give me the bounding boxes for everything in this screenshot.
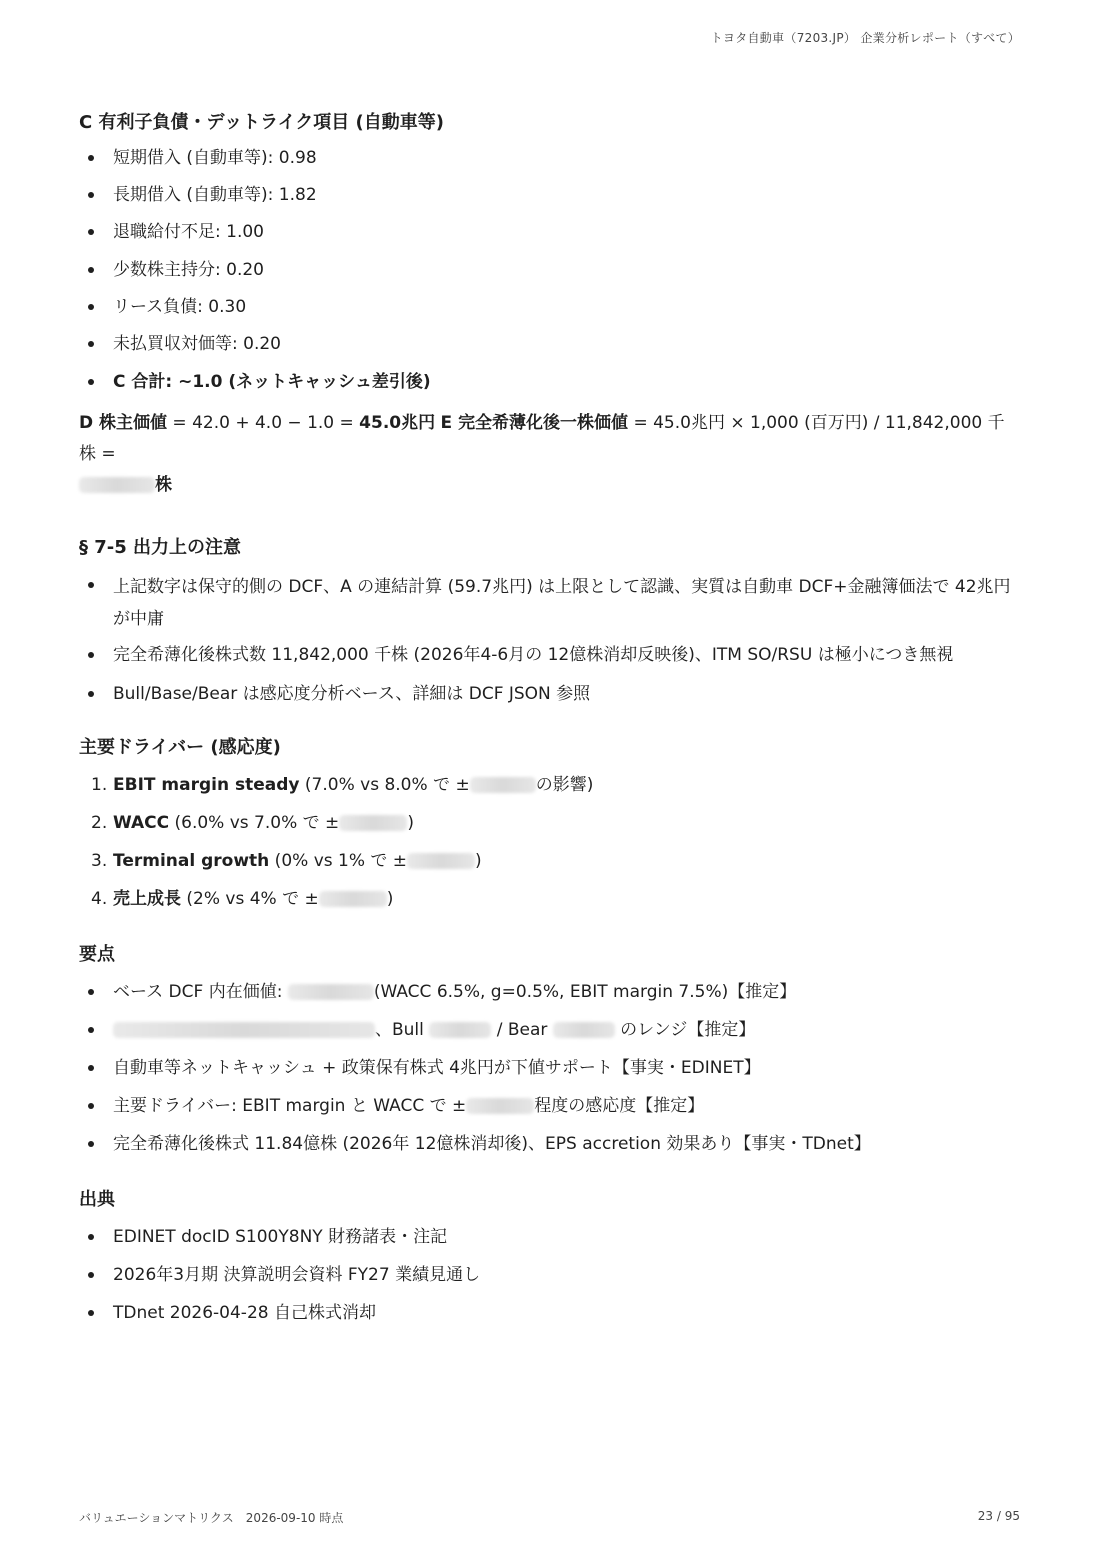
driver-text: (6.0% vs 7.0% で ± [169,813,340,833]
item-number: 4. [91,889,108,909]
item-number: 3. [91,851,108,871]
driver-text: (2% vs 4% で ± [181,889,319,909]
e-suffix: 株 [155,475,172,495]
driver-label: 売上成長 [113,889,181,909]
key-point-text: 、Bull [375,1020,430,1040]
list-item: C 合計: ~1.0 (ネットキャッシュ差引後) [79,368,1021,396]
redacted-value [288,984,374,1000]
list-item [79,978,1021,1006]
list-item [79,809,1021,837]
list-item: 自動車等ネットキャッシュ + 政策保有株式 4兆円が下値サポート【事実・EDINET】 [79,1054,1021,1082]
list-item: 長期借入 (自動車等): 1.82 [79,181,1021,209]
driver-text: (7.0% vs 8.0% で ± [299,775,470,795]
list-item: 上記数字は保守的側の DCF、A の連結計算 (59.7兆円) は上限として認識、実質は自動車 DCF+金融簿価法で 42兆円が中庸 [79,571,1021,635]
section-c-list [79,144,1021,396]
footer-label: バリュエーションマトリクス 2026-09-10 時点 [79,1511,344,1525]
section-75-heading: § 7-5 出力上の注意 [79,537,242,558]
list-item: リース負債: 0.30 [79,293,1021,321]
driver-tail: の影響) [535,775,594,795]
driver-label: EBIT margin steady [113,775,300,795]
driver-label: Terminal growth [113,851,270,871]
report-header-title: トヨタ自動車（7203.JP） 企業分析レポート（すべて） [710,31,1020,45]
e-label: E 完全希薄化後一株価値 [440,413,629,433]
d-label: D 株主価値 [79,413,168,433]
list-item: 退職給付不足: 1.00 [79,218,1021,246]
report-content [79,108,1021,1327]
driver-label: WACC [113,813,170,833]
redacted-value [339,815,407,831]
key-point-text: (WACC 6.5%, g=0.5%, EBIT margin 7.5%)【推定】 [373,982,797,1002]
key-points-list [79,978,1021,1158]
list-item: TDnet 2026-04-28 自己株式消却 [79,1299,1021,1327]
list-item: 短期借入 (自動車等): 0.98 [79,144,1021,172]
driver-text: (0% vs 1% で ± [269,851,408,871]
section-c-heading: C 有利子負債・デットライク項目 (自動車等) [79,112,444,133]
list-item [79,771,1021,799]
equity-value-paragraph [79,408,1021,501]
section-75-list [79,571,1021,708]
redacted-value [407,853,475,869]
redacted-value [553,1022,615,1038]
list-item: Bull/Base/Bear は感応度分析ベース、詳細は DCF JSON 参照 [79,680,1021,708]
list-item: 未払買収対価等: 0.20 [79,330,1021,358]
list-item [79,1016,1021,1044]
item-number: 2. [91,813,108,833]
list-item [79,1092,1021,1120]
list-item: 2026年3月期 決算説明会資料 FY27 業績見通し [79,1261,1021,1289]
redacted-value [429,1022,491,1038]
sources-heading: 出典 [79,1189,115,1210]
redacted-value [79,477,155,493]
driver-tail: ) [386,889,394,909]
sources-list [79,1223,1021,1327]
d-formula: = 42.0 + 4.0 − 1.0 = [167,413,360,433]
list-item: 完全希薄化後株式 11.84億株 (2026年 12億株消却後)、EPS accretion 効果あり【事実・TDnet】 [79,1130,1021,1158]
key-point-text: 主要ドライバー: EBIT margin と WACC で ± [113,1096,467,1116]
redacted-value [113,1022,375,1038]
key-point-text: 程度の感応度【推定】 [534,1096,705,1116]
list-item [79,885,1021,913]
drivers-heading: 主要ドライバー (感応度) [79,737,281,758]
redacted-value [466,1098,534,1114]
page-number: 23 / 95 [977,1509,1020,1523]
list-item: 完全希薄化後株式数 11,842,000 千株 (2026年4-6月の 12億株消却反映後)、ITM SO/RSU は極小につき無視 [79,641,1021,669]
item-number: 1. [91,775,108,795]
key-point-text: ベース DCF 内在価値: [113,982,288,1002]
driver-tail: ) [407,813,414,833]
redacted-value [319,891,387,907]
list-item [79,847,1021,875]
drivers-list [79,771,1021,913]
key-points-heading: 要点 [79,944,115,965]
driver-tail: ) [475,851,482,871]
list-item: EDINET docID S100Y8NY 財務諸表・注記 [79,1223,1021,1251]
key-point-text: / Bear [491,1020,553,1040]
key-point-text: のレンジ【推定】 [614,1020,756,1040]
e-formula: = 45.0兆円 × 1,000 (百万円) / 11,842,000 千株 = [79,413,1005,464]
list-item: 少数株主持分: 0.20 [79,256,1021,284]
d-result: 45.0兆円 [359,413,436,433]
redacted-value [470,777,536,793]
